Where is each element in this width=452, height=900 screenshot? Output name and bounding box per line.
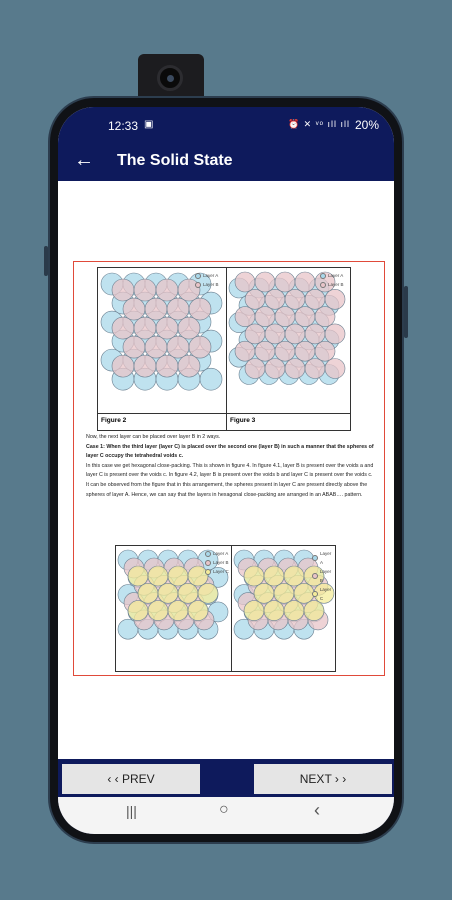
- battery-level: 20%: [354, 118, 379, 132]
- layer-c-sphere: [254, 583, 274, 603]
- prev-button[interactable]: ‹ ‹ PREV: [62, 764, 200, 794]
- layer-c-sphere: [158, 583, 178, 603]
- layer-b-sphere: [325, 324, 345, 344]
- layer-b-sphere: [295, 307, 315, 327]
- layer-b-sphere: [305, 289, 325, 309]
- page-title: The Solid State: [117, 152, 233, 169]
- layer-b-sphere: [245, 359, 265, 379]
- layer-b-sphere: [255, 272, 275, 292]
- layer-c-sphere: [244, 601, 264, 621]
- figure-4-1-legend: Layer A Layer B Layer C: [205, 549, 229, 576]
- layer-b-sphere: [112, 279, 134, 301]
- layer-b-sphere: [235, 307, 255, 327]
- figure-2-legend: Layer A Layer B: [195, 271, 219, 289]
- layer-c-sphere: [178, 583, 198, 603]
- layer-b-sphere: [275, 272, 295, 292]
- layer-c-sphere: [168, 566, 188, 586]
- case-heading: Case 1: When the third layer (layer C) is placed over the second one (layer B) in such a manner that the spheres of layer C occupy the tetrahedral voids c.: [86, 443, 374, 460]
- layer-b-sphere: [134, 355, 156, 377]
- layer-b-sphere: [112, 317, 134, 339]
- layer-b-sphere: [275, 341, 295, 361]
- document-text: [86, 433, 376, 500]
- layer-a-sphere: [200, 368, 222, 390]
- layer-b-sphere: [134, 317, 156, 339]
- layer-b-sphere: [235, 272, 255, 292]
- system-nav-bar: [58, 797, 394, 834]
- layer-b-sphere: [178, 317, 200, 339]
- figure-4-2-legend: Layer A Layer B Layer C: [312, 549, 335, 603]
- app-bar: [58, 143, 394, 181]
- layer-b-sphere: [245, 289, 265, 309]
- layer-c-sphere: [128, 566, 148, 586]
- layer-b-sphere: [123, 336, 145, 358]
- status-icons: ⏰ ✕ ᵛᵒ ıll ıll: [287, 119, 350, 129]
- layer-b-sphere: [167, 298, 189, 320]
- layer-b-sphere: [235, 341, 255, 361]
- layer-b-sphere: [167, 336, 189, 358]
- layer-b-sphere: [189, 336, 211, 358]
- layer-b-sphere: [265, 324, 285, 344]
- figure-caption-line: [98, 413, 350, 414]
- layer-b-sphere: [145, 336, 167, 358]
- home-icon[interactable]: ○: [219, 801, 229, 818]
- layer-c-sphere: [188, 601, 208, 621]
- layer-c-sphere: [284, 566, 304, 586]
- layer-b-sphere: [145, 298, 167, 320]
- layer-b-sphere: [189, 298, 211, 320]
- layer-b-sphere: [156, 355, 178, 377]
- layer-c-sphere: [264, 566, 284, 586]
- layer-b-sphere: [305, 359, 325, 379]
- layer-b-sphere: [112, 355, 134, 377]
- layer-c-sphere: [294, 583, 314, 603]
- power-button: [404, 286, 408, 338]
- layer-b-sphere: [295, 341, 315, 361]
- image-icon: ▣: [144, 119, 154, 130]
- camera-lens-icon: [157, 65, 183, 91]
- layer-c-sphere: [264, 601, 284, 621]
- layer-b-sphere: [123, 298, 145, 320]
- layer-b-sphere: [134, 279, 156, 301]
- layer-b-sphere: [305, 324, 325, 344]
- text-paragraph: In this case we get hexagonal close-packing. This is shown in figure 4. In figure 4.1, layer B is present over the voids a and layer C is present over the voids c. In figure 4.2, layer B is present over the voids b and layer C is present over the voids c. It can be observed from the figure that in this arrangement, the spheres present in layer C are present directly above the spheres of layer A. Hence, we can say that the layers in hexagonal close-packing are arranged in an ABAB…. pattern.: [86, 462, 374, 498]
- next-button[interactable]: NEXT › ›: [254, 764, 392, 794]
- layer-b-sphere: [315, 307, 335, 327]
- figure-2-diagram: [98, 268, 226, 413]
- figure-3-caption: Figure 3: [230, 417, 256, 424]
- layer-c-sphere: [148, 601, 168, 621]
- layer-b-sphere: [315, 341, 335, 361]
- layer-c-sphere: [128, 601, 148, 621]
- layer-b-sphere: [325, 359, 345, 379]
- layer-b-sphere: [265, 289, 285, 309]
- layer-c-sphere: [274, 583, 294, 603]
- layer-c-sphere: [138, 583, 158, 603]
- layer-b-sphere: [156, 279, 178, 301]
- text-line: Now, the next layer can be placed over layer B in 2 ways.: [86, 434, 221, 440]
- volume-button: [44, 246, 48, 276]
- back-icon[interactable]: ‹: [314, 800, 320, 820]
- document-page: [73, 261, 385, 676]
- layer-c-sphere: [148, 566, 168, 586]
- layer-b-sphere: [285, 324, 305, 344]
- figure-bottom-panel: [115, 545, 336, 672]
- layer-b-sphere: [255, 307, 275, 327]
- figure-2-caption: Figure 2: [101, 417, 127, 424]
- layer-b-sphere: [285, 289, 305, 309]
- status-bar: [58, 107, 394, 143]
- layer-b-sphere: [178, 355, 200, 377]
- recents-icon[interactable]: |||: [126, 803, 137, 819]
- figure-top-panel: [97, 267, 351, 431]
- arrow-left-icon[interactable]: ←: [74, 149, 94, 171]
- figure-3-diagram: [227, 268, 352, 413]
- layer-b-sphere: [255, 341, 275, 361]
- layer-b-sphere: [265, 359, 285, 379]
- phone-screen: [58, 107, 394, 834]
- layer-c-sphere: [284, 601, 304, 621]
- layer-b-sphere: [156, 317, 178, 339]
- layer-c-sphere: [244, 566, 264, 586]
- status-time: 12:33: [108, 119, 139, 133]
- figure-3-legend: Layer A Layer B: [320, 271, 344, 289]
- layer-b-sphere: [325, 289, 345, 309]
- layer-c-sphere: [168, 601, 188, 621]
- layer-c-sphere: [198, 583, 218, 603]
- layer-b-sphere: [275, 307, 295, 327]
- layer-c-sphere: [304, 601, 324, 621]
- layer-b-sphere: [295, 272, 315, 292]
- layer-b-sphere: [285, 359, 305, 379]
- layer-b-sphere: [245, 324, 265, 344]
- pdf-viewer[interactable]: [58, 181, 394, 759]
